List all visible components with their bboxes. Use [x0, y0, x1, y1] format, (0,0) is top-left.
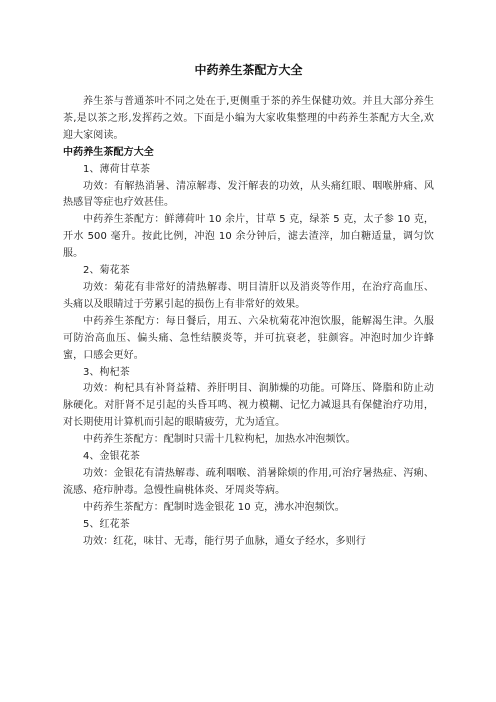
item-heading-5: 5、红花茶 — [83, 518, 130, 530]
document-title: 中药养生茶配方大全 — [194, 63, 303, 77]
item-heading-1: 1、薄荷甘草茶 — [83, 163, 151, 175]
item-recipe-1: 中药养生茶配方：鲜薄荷叶 10 余片，甘草 5 克，绿茶 5 克，太子参 10 克，开水 500 毫升。按此比例，冲泡 10 余分钟后，滤去渣滓，加白糖适量，调匀饮服。 — [63, 214, 434, 260]
item-effect-2: 功效：菊花有非常好的清热解毒、明目清肝以及消炎等作用，在治疗高血压、头痛以及眼睛过于劳累引起的损伤上有非常好的效果。 — [63, 281, 434, 310]
section-heading: 中药养生茶配方大全 — [63, 146, 154, 158]
item-recipe-3: 中药养生茶配方：配制时只需十几粒枸杞，加热水冲泡频饮。 — [83, 434, 356, 446]
item-heading-3: 3、枸杞茶 — [83, 366, 130, 378]
item-effect-3: 功效：枸杞具有补肾益精、养肝明目、润肺燥的功能。可降压、降脂和防止动脉硬化。对肝肾不足引起的头昏耳鸣、视力模糊、记忆力减退具有保健治疗功用，对长期使用计算机而引起的眼睛疲劳，尤为适宜。 — [63, 383, 434, 429]
item-recipe-2: 中药养生茶配方：每日餐后，用五、六朵杭菊花冲泡饮服，能解渴生津。久服可防治高血压、偏头痛、急性结膜炎等，并可抗衰老，驻颜容。冲泡时加少许蜂蜜，口感会更好。 — [63, 315, 434, 361]
item-recipe-4: 中药养生茶配方：配制时选金银花 10 克，沸水冲泡频饮。 — [83, 501, 345, 513]
item-effect-5: 功效：红花，味甘、无毒，能行男子血脉，通女子经水，多则行 — [83, 535, 366, 547]
item-heading-2: 2、菊花茶 — [83, 265, 130, 277]
item-effect-4: 功效：金银花有清热解毒、疏利咽喉、消暑除烦的作用,可治疗暑热症、泻痢、流感、疮疖肿毒。急慢性扁桃体炎、牙周炎等病。 — [63, 467, 434, 496]
intro-paragraph: 养生茶与普通茶叶不同之处在于,更侧重于茶的养生保健功效。并且大部分养生茶,是以茶之形,发挥药之效。下面是小编为大家收集整理的中药养生茶配方大全,欢迎大家阅读。 — [63, 96, 434, 141]
item-effect-1: 功效：有解热消暑、清凉解毒、发汗解表的功效，从头痛红眼、咽喉肿痛、风热感冒等症也疗效甚佳。 — [63, 180, 434, 209]
item-heading-4: 4、金银花茶 — [83, 451, 140, 463]
